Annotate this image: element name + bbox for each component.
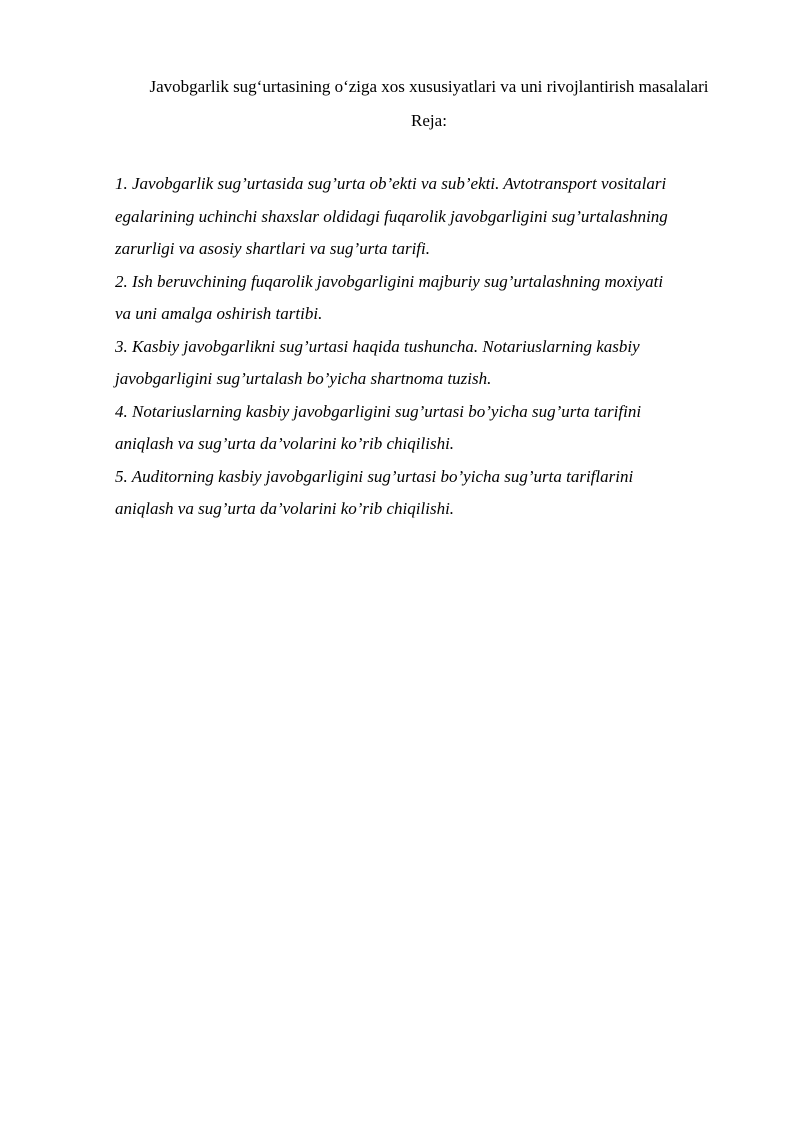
- plan-list: [115, 168, 745, 526]
- document-title: Javobgarlik sug‘urtasining o‘ziga xos xususiyatlari va uni rivojlantirish masalalari: [149, 77, 709, 96]
- plan-heading: Reja:: [411, 111, 447, 130]
- plan-item-5: 5. Auditorning kasbiy javobgarligini sug’urtasi bo’yicha sug’urta tariflarini aniqlash va sug’urta da’volarini ko’rib chiqilishi.: [115, 466, 634, 518]
- plan-item-3: 3. Kasbiy javobgarlikni sug’urtasi haqida tushuncha. Notariuslarning kasbiy javobgarligini sug’urtalash bo’yicha shartnoma tuzish.: [115, 336, 640, 388]
- plan-item-2: 2. Ish beruvchining fuqarolik javobgarligini majburiy sug’urtalashning moxiyati va uni amalga oshirish tartibi.: [115, 271, 664, 323]
- plan-item-1: 1. Javobgarlik sug’urtasida sug’urta ob’ekti va sub’ekti. Avtotransport vositalari egalarining uchinchi shaxslar oldidagi fuqarolik javobgarligini sug’urtalashning zarurligi va asosiy shartlari va sug’urta tarifi.: [115, 174, 668, 258]
- plan-item-4: 4. Notariuslarning kasbiy javobgarligini sug’urtasi bo’yicha sug’urta tarifini aniqlash va sug’urta da’volarini ko’rib chiqilishi.: [115, 401, 642, 453]
